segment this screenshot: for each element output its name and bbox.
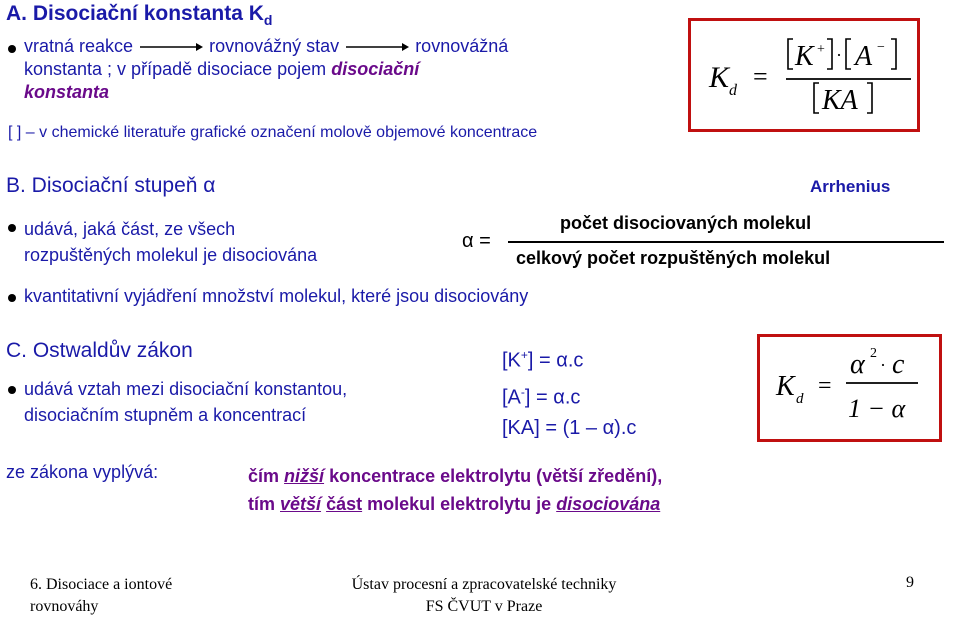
svg-text:−: − [877,40,885,55]
ostwald-equations [502,340,636,444]
svg-text:d: d [796,391,804,407]
page-number: 9 [906,574,914,591]
section-a-bullet: vratná reakce rovnovážný stav rovnovážná konstanta ; v případě disociace pojem disociační konstanta [24,36,509,102]
svg-text:·: · [836,45,842,65]
formula-ostwald-svg [760,337,939,439]
svg-text:α: α [850,349,865,380]
fraction-numerator: počet disociovaných molekul [560,213,812,233]
arrow-icon [138,41,204,53]
svg-text:KA: KA [822,85,858,116]
fraction-bar [508,241,944,243]
svg-text:c: c [892,349,905,380]
kd-symbol: K [709,61,730,94]
footer-chapter: 6. Disociace a iontové rovnováhy [30,576,173,615]
section-a-title: A. Disociační konstanta $K_d$ [6,2,273,29]
formula-kd-svg [691,21,917,129]
svg-text:·: · [880,355,886,375]
bullet-dot [8,294,16,302]
alpha-equals: α = [462,230,491,252]
eq-undissociated: [KA] = (1 – α).c [502,417,637,440]
arrow-icon [344,41,410,53]
fraction-denominator: celkový počet rozpuštěných molekul [516,248,831,268]
conclusion-text: čím nižší koncentrace elektrolytu (větší zředění), tím větší část molekul elektrolytu je disociována [248,466,663,514]
ostwald-formula [757,334,942,442]
section-c-title: C. Ostwaldův zákon [6,339,193,362]
eq-cation: [K+] = α.c [502,348,584,372]
svg-text:2: 2 [870,346,877,361]
svg-text:=: = [753,62,768,91]
concentration-note: [ ] – v chemické literatuře grafické označení molově objemové koncentrace [8,124,538,141]
svg-text:K: K [795,41,814,72]
footer-institute: Ústav procesní a zpracovatelské techniky FS ČVUT v Praze [351,576,617,615]
bullet-dot [8,224,16,232]
section-b-title: B. Disociační stupeň α [6,174,216,197]
section-b-bullet2: kvantitativní vyjádření množství molekul, které jsou disociovány [24,286,529,306]
svg-text:1 − α: 1 − α [848,394,906,423]
eq-anion: [A-] = α.c [502,384,581,409]
bullet-dot [8,45,16,53]
conclusion-label: ze zákona vyplývá: [6,462,159,482]
dissociation-constant-formula [688,18,920,132]
svg-text:=: = [818,373,832,399]
bullet-dot [8,386,16,394]
svg-text:K: K [776,371,795,402]
svg-text:A: A [855,41,873,72]
arrhenius-label: Arrhenius [810,177,891,196]
section-b-bullet1: udává, jaká část, ze všech rozpuštěných molekul je disociována [24,219,318,265]
section-c-bullet1: udává vztah mezi disociační konstantou, disociačním stupněm a koncentrací [24,379,348,425]
svg-text:d: d [729,82,737,99]
svg-text:+: + [817,42,825,57]
